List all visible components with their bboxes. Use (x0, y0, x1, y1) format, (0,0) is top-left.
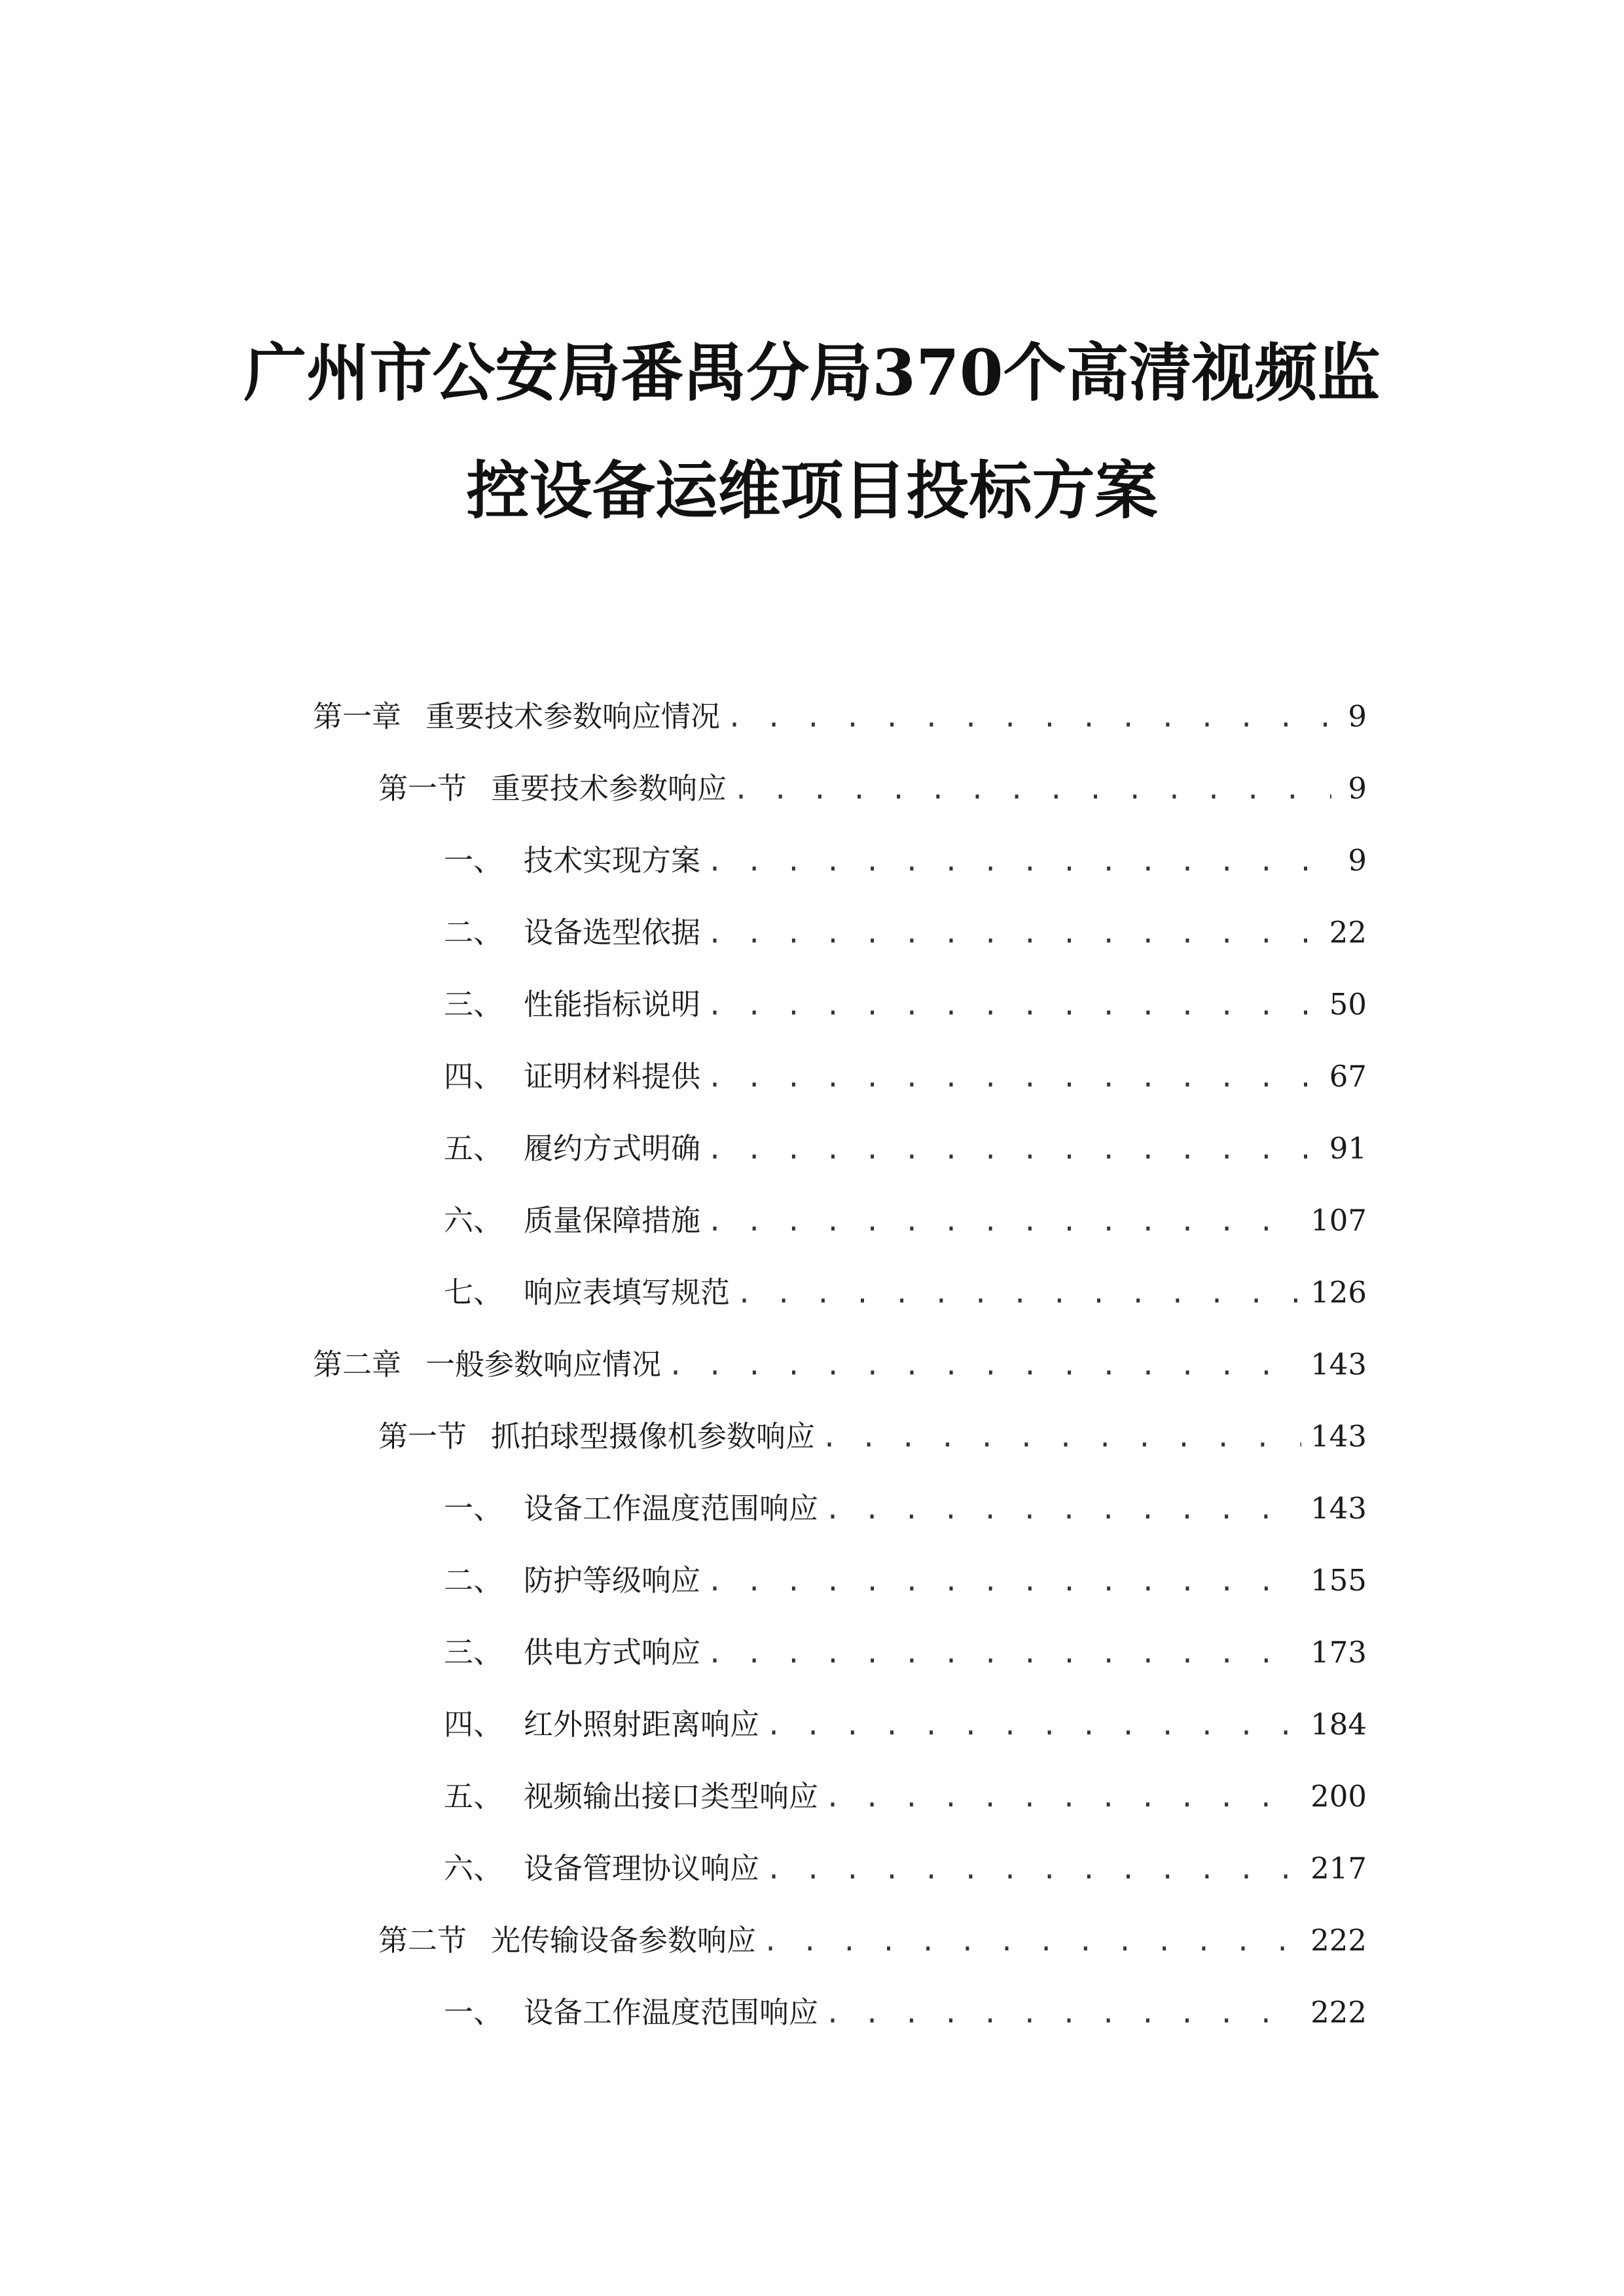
toc-entry-text: 设备选型依据 (524, 915, 701, 950)
toc-entry-prefix: 第二章 (313, 1347, 402, 1382)
toc-entry-section[interactable] (378, 1918, 1367, 1964)
toc-dot-leader (825, 1991, 1301, 2037)
toc-dot-leader (727, 695, 1331, 741)
toc-entry-section[interactable] (378, 766, 1367, 812)
toc-page-number: 222 (1310, 1995, 1367, 2030)
toc-dot-leader (707, 1559, 1301, 1605)
toc-entry-prefix: 五、 (444, 1131, 503, 1166)
toc-dot-leader (825, 1487, 1301, 1533)
toc-entry-label (313, 1342, 661, 1388)
toc-entry-item[interactable] (444, 1990, 1367, 2036)
toc-entry-text: 证明材料提供 (524, 1059, 701, 1094)
toc-entry-prefix: 二、 (444, 1563, 503, 1598)
toc-entry-item[interactable] (444, 1630, 1367, 1676)
toc-entry-item[interactable] (444, 1486, 1367, 1532)
toc-dot-leader (736, 1271, 1301, 1317)
toc-entry-item[interactable] (444, 910, 1367, 956)
toc-entry-text: 抓拍球型摄像机参数响应 (491, 1419, 816, 1454)
toc-entry-prefix: 第二节 (378, 1923, 467, 1958)
toc-page-number: 155 (1310, 1563, 1367, 1598)
toc-page-number: 143 (1310, 1491, 1367, 1526)
toc-page-number: 107 (1310, 1203, 1367, 1238)
toc-entry-text: 性能指标说明 (524, 987, 701, 1022)
toc-dot-leader (766, 1703, 1301, 1749)
toc-dot-leader (707, 983, 1320, 1029)
toc-entry-prefix: 二、 (444, 915, 503, 950)
toc-entry-text: 设备工作温度范围响应 (524, 1491, 819, 1526)
toc-entry-label (444, 910, 700, 956)
toc-entry-text: 设备管理协议响应 (524, 1851, 760, 1886)
toc-entry-chapter[interactable] (313, 1342, 1367, 1388)
toc-entry-item[interactable] (444, 1126, 1367, 1172)
toc-entry-item[interactable] (444, 1558, 1367, 1604)
toc-dot-leader (707, 839, 1331, 885)
toc-entry-item[interactable] (444, 1846, 1367, 1892)
toc-entry-prefix: 六、 (444, 1851, 503, 1886)
toc-page-number: 173 (1310, 1635, 1367, 1670)
toc-dot-leader (763, 1919, 1301, 1965)
toc-entry-text: 响应表填写规范 (524, 1275, 731, 1310)
toc-dot-leader (707, 1199, 1301, 1245)
toc-entry-label (378, 1918, 756, 1964)
toc-entry-prefix: 六、 (444, 1203, 503, 1238)
toc-entry-text: 技术实现方案 (524, 843, 701, 878)
toc-page-number: 222 (1310, 1923, 1367, 1958)
toc-entry-prefix: 一、 (444, 1995, 503, 2030)
toc-entry-prefix: 七、 (444, 1275, 503, 1310)
toc-entry-label (444, 1270, 730, 1316)
toc-dot-leader (766, 1847, 1301, 1893)
toc-entry-item[interactable] (444, 982, 1367, 1028)
toc-entry-prefix: 三、 (444, 987, 503, 1022)
toc-entry-prefix: 四、 (444, 1707, 503, 1742)
toc-page-number: 50 (1329, 987, 1367, 1022)
toc-entry-label (444, 982, 700, 1028)
toc-page-number: 143 (1310, 1419, 1367, 1454)
toc-entry-item[interactable] (444, 1270, 1367, 1316)
toc-entry-section[interactable] (378, 1414, 1367, 1460)
toc-entry-label (444, 1630, 700, 1676)
toc-entry-label (444, 1486, 818, 1532)
toc-entry-item[interactable] (444, 1198, 1367, 1244)
toc-entry-item[interactable] (444, 1702, 1367, 1748)
toc-entry-label (444, 838, 700, 884)
toc-entry-label (444, 1990, 818, 2036)
toc-page-number: 91 (1329, 1131, 1367, 1166)
toc-dot-leader (733, 767, 1331, 813)
toc-entry-text: 红外照射距离响应 (524, 1707, 760, 1742)
toc-page-number: 143 (1310, 1347, 1367, 1382)
toc-entry-label (444, 1846, 759, 1892)
toc-entry-text: 光传输设备参数响应 (491, 1923, 757, 1958)
document-title-line-1: 广州市公安局番禺分局370个高清视频监 (244, 336, 1380, 410)
toc-entry-prefix: 一、 (444, 843, 503, 878)
toc-page-number: 126 (1310, 1275, 1367, 1310)
toc-entry-label (313, 694, 720, 740)
toc-entry-label (444, 1558, 700, 1604)
toc-entry-label (444, 1198, 700, 1244)
toc-entry-prefix: 第一节 (378, 1419, 467, 1454)
toc-entry-prefix: 第一节 (378, 771, 467, 806)
toc-entry-prefix: 四、 (444, 1059, 503, 1094)
toc-entry-item[interactable] (444, 838, 1367, 884)
toc-entry-text: 履约方式明确 (524, 1131, 701, 1166)
toc-page-number: 9 (1348, 843, 1367, 878)
toc-entry-text: 一般参数响应情况 (425, 1347, 662, 1382)
toc-entry-text: 防护等级响应 (524, 1563, 701, 1598)
toc-dot-leader (707, 1055, 1320, 1101)
toc-entry-label (378, 766, 727, 812)
toc-entry-label (444, 1054, 700, 1100)
toc-dot-leader (707, 1127, 1320, 1173)
toc-entry-text: 重要技术参数响应 (491, 771, 727, 806)
toc-page-number: 217 (1310, 1851, 1367, 1886)
toc-entry-chapter[interactable] (313, 694, 1367, 740)
toc-page-number: 200 (1310, 1779, 1367, 1814)
document-title-line-2: 控设备运维项目投标方案 (466, 454, 1158, 528)
toc-page-number: 9 (1348, 771, 1367, 806)
toc-entry-text: 设备工作温度范围响应 (524, 1995, 819, 2030)
toc-entry-text: 重要技术参数响应情况 (425, 699, 721, 734)
toc-page-number: 22 (1329, 915, 1367, 950)
toc-entry-text: 质量保障措施 (524, 1203, 701, 1238)
toc-entry-label (444, 1126, 700, 1172)
toc-dot-leader (825, 1775, 1301, 1821)
toc-entry-text: 视频输出接口类型响应 (524, 1779, 819, 1814)
toc-page-number: 67 (1329, 1059, 1367, 1094)
toc-entry-text: 供电方式响应 (524, 1635, 701, 1670)
toc-entry-label (444, 1702, 759, 1748)
toc-entry-item[interactable] (444, 1774, 1367, 1820)
toc-dot-leader (821, 1415, 1301, 1461)
toc-entry-prefix: 五、 (444, 1779, 503, 1814)
toc-entry-label (444, 1774, 818, 1820)
toc-page-number: 9 (1348, 699, 1367, 734)
toc-entry-prefix: 三、 (444, 1635, 503, 1670)
toc-dot-leader (707, 1631, 1301, 1677)
toc-entry-prefix: 一、 (444, 1491, 503, 1526)
toc-entry-prefix: 第一章 (313, 699, 402, 734)
toc-entry-item[interactable] (444, 1054, 1367, 1100)
toc-entry-label (378, 1414, 815, 1460)
toc-dot-leader (707, 911, 1320, 957)
toc-page-number: 184 (1310, 1707, 1367, 1742)
toc-dot-leader (668, 1343, 1301, 1389)
